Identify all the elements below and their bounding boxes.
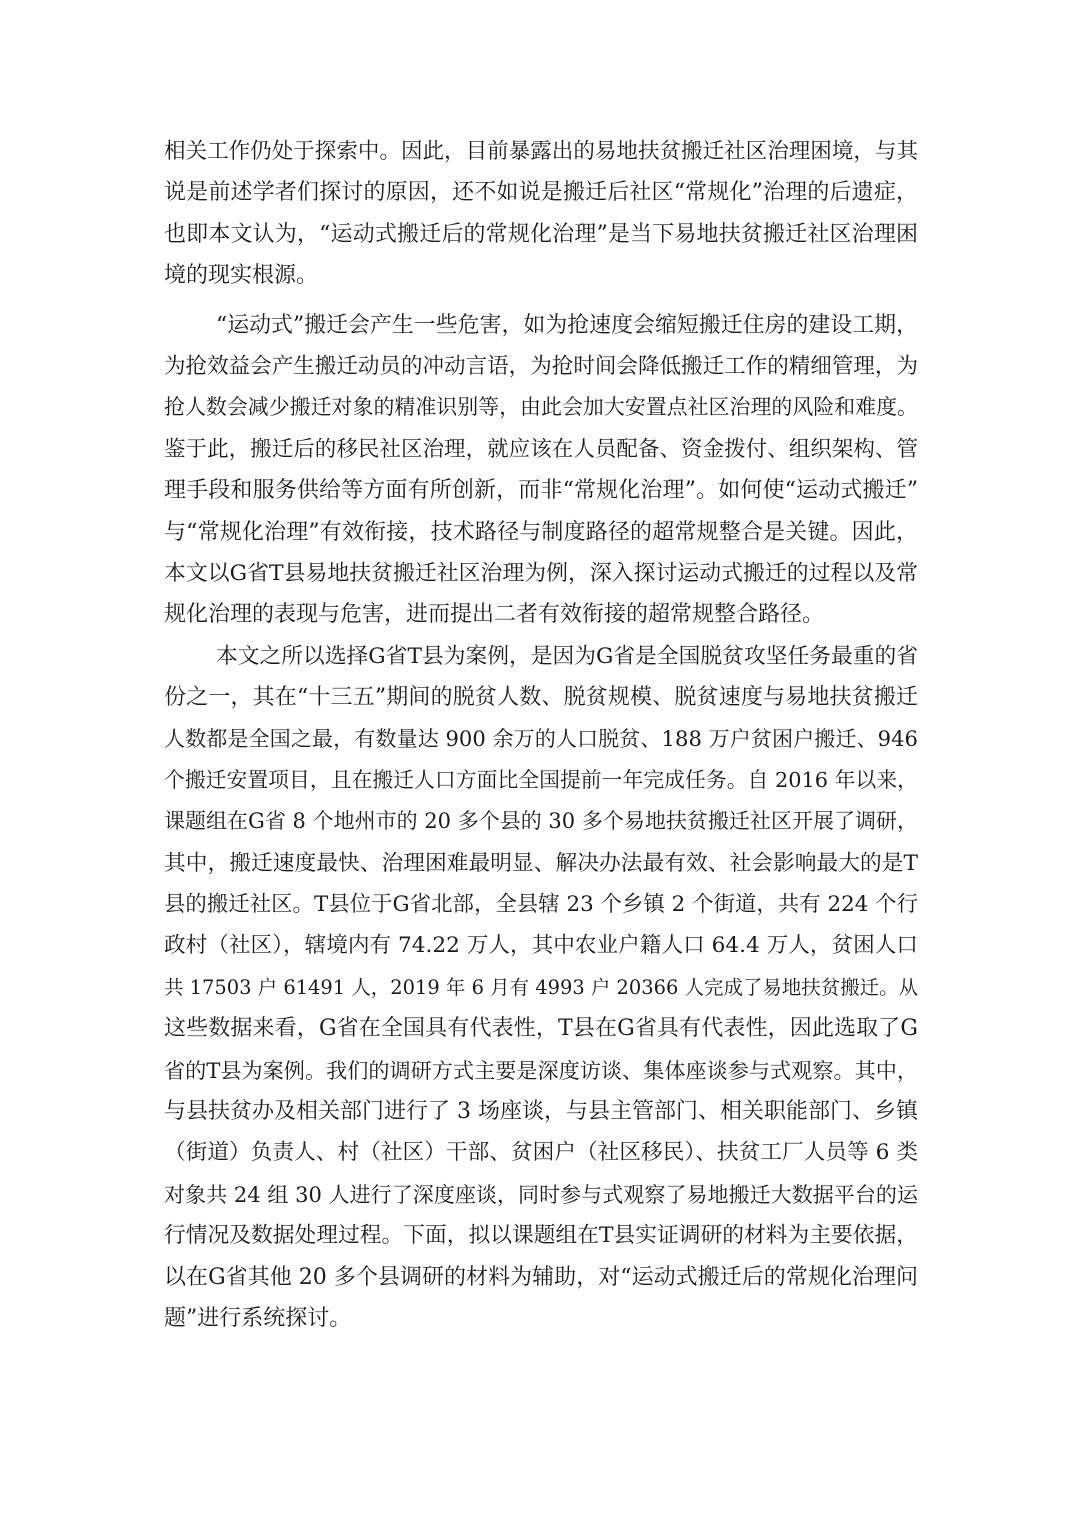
- text-line: 相关工作仍处于探索中。因此，目前暴露出的易地扶贫搬迁社区治理困境，与其: [164, 139, 918, 164]
- text-line: 个搬迁安置项目，且在搬迁人口方面比全国提前一年完成任务。自 2016 年以来，: [164, 767, 918, 792]
- text-line: 份之一，其在“十三五”期间的脱贫人数、脱贫规模、脱贫速度与易地扶贫搬迁: [164, 685, 918, 711]
- text-line: 本文以G省T县易地扶贫搬迁社区治理为例，深入探讨运动式搬迁的过程以及常: [164, 560, 918, 586]
- text-line: 课题组在G省 8 个地州市的 20 多个县的 30 多个易地扶贫搬迁社区开展了调研，: [164, 809, 918, 834]
- text-line: 共 17503 户 61491 人，2019 年 6 月有 4993 户 20366 人完成了易地扶贫搬迁。从: [164, 975, 918, 999]
- text-line: 县的搬迁社区。T县位于G省北部，全县辖 23 个乡镇 2 个街道，共有 224 个行: [164, 892, 918, 918]
- text-line: 说是前述学者们探讨的原因，还不如说是搬迁后社区“常规化”治理的后遗症，: [164, 180, 918, 206]
- text-line: 以在G省其他 20 多个县调研的材料为辅助，对“运动式搬迁后的常规化治理问: [164, 1264, 918, 1290]
- paragraph: [164, 305, 918, 636]
- text-line: 规化治理的表现与危害，进而提出二者有效衔接的超常规整合路径。: [164, 602, 825, 628]
- text-line: 省的T县为案例。我们的调研方式主要是深度访谈、集体座谈参与式观察。其中，: [164, 1057, 918, 1083]
- text-line: 题”进行系统探讨。: [164, 1305, 352, 1331]
- text-line: 行情况及数据处理过程。下面，拟以课题组在T县实证调研的材料为主要依据，: [164, 1223, 918, 1249]
- text-line: “运动式”搬迁会产生一些危害，如为抢速度会缩短搬迁住房的建设工期，: [216, 312, 918, 338]
- text-line: 境的现实根源。: [164, 263, 319, 289]
- text-line: 与县扶贫办及相关部门进行了 3 场座谈，与县主管部门、相关职能部门、乡镇: [164, 1098, 918, 1124]
- text-line: 与“常规化治理”有效衔接，技术路径与制度路径的超常规整合是关键。因此，: [164, 519, 918, 545]
- text-line: 人数都是全国之最，有数量达 900 余万的人口脱贫、188 万户贫困户搬迁、946: [164, 726, 918, 752]
- text-line: 鉴于此，搬迁后的移民社区治理，就应该在人员配备、资金拨付、组织架构、管: [164, 436, 918, 462]
- text-line: 为抢效益会产生搬迁动员的冲动言语，为抢时间会降低搬迁工作的精细管理，为: [164, 353, 918, 379]
- paragraph: [164, 636, 918, 1340]
- text-line: 理手段和服务供给等方面有所创新，而非“常规化治理”。如何使“运动式搬迁”: [164, 478, 918, 504]
- text-line: （街道）负责人、村（社区）干部、贫困户（社区移民）、扶贫工厂人员等 6 类: [164, 1140, 918, 1166]
- text-line: 其中，搬迁速度最快、治理困难最明显、解决办法最有效、社会影响最大的是T: [164, 850, 918, 876]
- text-line: 这些数据来看，G省在全国具有代表性，T县在G省具有代表性，因此选取了G: [164, 1016, 918, 1042]
- text-line: 也即本文认为，“运动式搬迁后的常规化治理”是当下易地扶贫搬迁社区治理困: [164, 221, 918, 247]
- text-line: 政村（社区），辖境内有 74.22 万人，其中农业户籍人口 64.4 万人，贫困人口: [164, 933, 918, 959]
- paragraph-gap: [164, 297, 918, 305]
- document-body: [164, 131, 918, 1339]
- text-line: 对象共 24 组 30 人进行了深度座谈，同时参与式观察了易地搬迁大数据平台的运: [164, 1181, 918, 1207]
- paragraph: [164, 131, 918, 297]
- text-line: 本文之所以选择G省T县为案例，是因为G省是全国脱贫攻坚任务最重的省: [216, 643, 918, 669]
- text-line: 抢人数会减少搬迁对象的精准识别等，由此会加大安置点社区治理的风险和难度。: [164, 395, 918, 420]
